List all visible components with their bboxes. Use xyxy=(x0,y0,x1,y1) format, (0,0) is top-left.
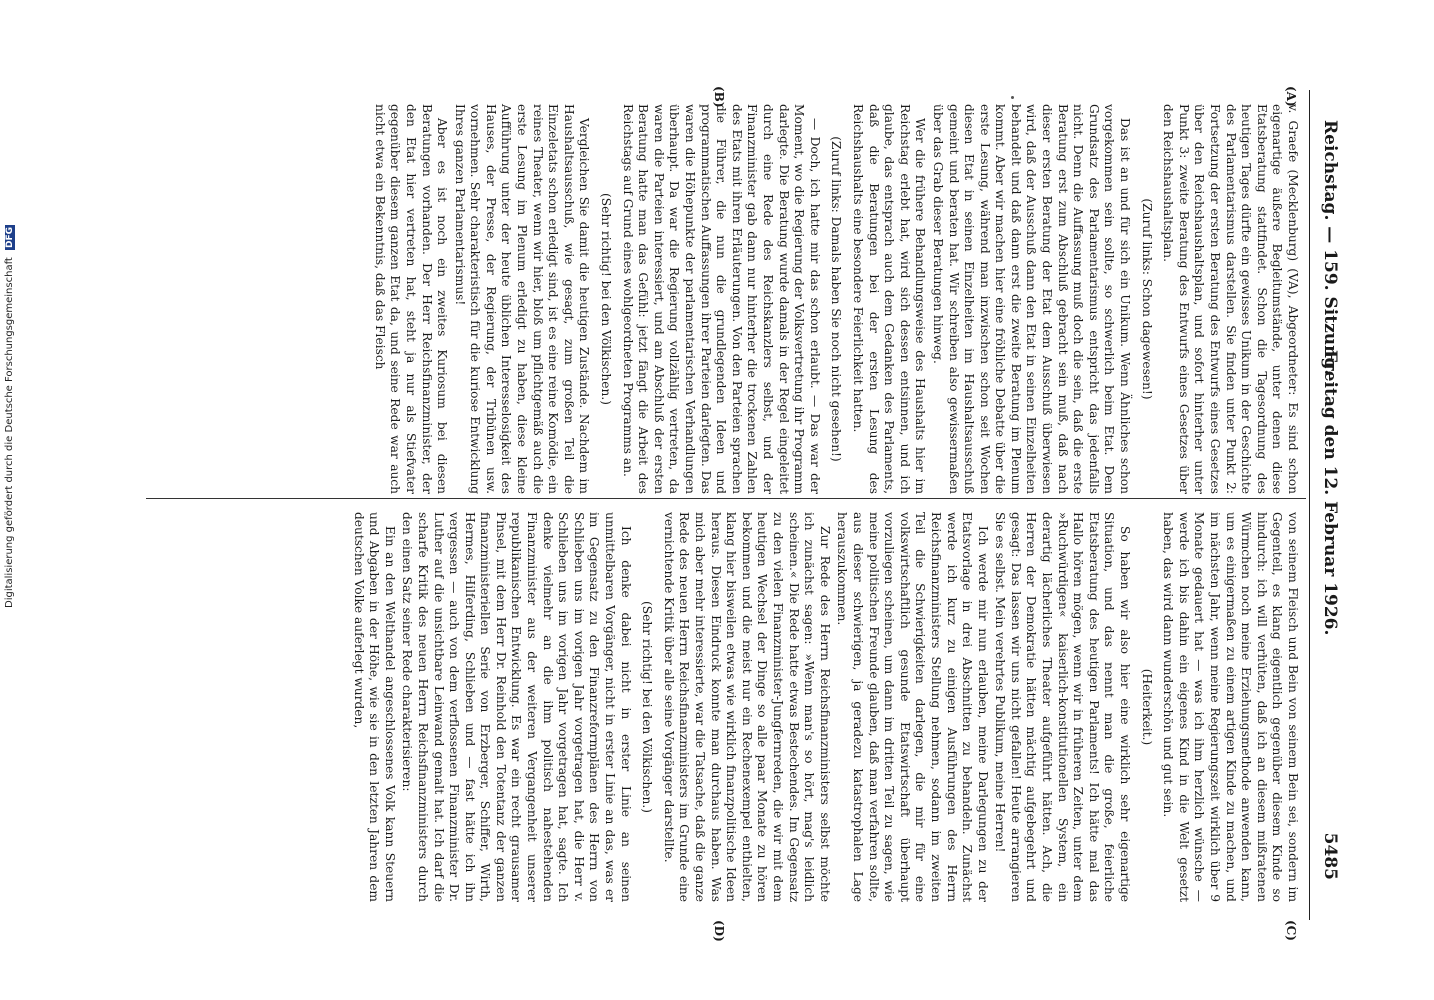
paragraph: Zur Rede des Herrn Reichsfinanzministers selbst möchte ich zunächst sagen: »Wenn man's so hört, mag's leidlich scheinen.« Die Rede hatte etwas Bestechendes. Im Gegensatz zu den vielen Finanzminister-Jungfernreden, die wir mit dem heutigen Wechsel der Dinge so alle paar Monate zu hören bekommen und die meist nur ein Rechenexempel enthielten, klang hier bisweilen etwas wie wirklich finanzpolitische Ideen heraus. Diesen Eindruck konnte man durchaus haben. Was mich aber mehr interessierte, war die Tatsache, daß die ganze Rede des neuen Herrn Reichsfinanzministers im Grunde eine vernichtende Kritik über alle seine Vorgänger darstellte. xyxy=(661,512,832,902)
paragraph: Ich werde mir nun erlauben, meine Darlegungen zu der Etatsvorlage in drei Abschnitten zu behandeln. Zunächst werde ich kurz zu einigen Ausführungen des Herrn Reichsfinanzministers Stellung nehmen, sodann im zweiten Teil die Schwierigkeiten darlegen, die mir für eine volkswirtschaftlich gesunde Etatswirtschaft überhaupt vorzuliegen scheinen, um dann im dritten Teil zu sagen, wie meine politischen Freunde glauben, daß man verfahren sollte, aus dieser schwierigen, ja geradezu katastrophalen Lage herauszukommen. xyxy=(835,512,990,902)
header-date: Freitag den 12. Februar 1926. xyxy=(1320,350,1340,636)
paragraph: Das ist an und für sich ein Unikum. Wenn Ähnliches schon vorgekommen sein sollte, so schwerlich beim Etat. Dem Grundsatz des Parlamentarismus entspricht das jedenfalls nicht. Denn die Auffassung muß doch die sein, daß die erste Beratung erst zum Abschluß gebracht sein muß, daß nach dieser ersten Beratung der Etat dem Ausschuß überwiesen wird, daß der Ausschuß dann den Etat in seinen Einzelheiten behandelt und daß dann erst die zweite Beratung im Plenum kommt. Aber wir machen hier eine fröhliche Debatte über die erste Lesung, während man inzwischen schon seit Wochen diesen Etat in seinen Einzelheiten im Haushaltsausschuß gemeint und beraten hat. Wir schreiben also gewissermaßen über das Grab dieser Beratungen hinweg. xyxy=(930,104,1133,494)
paragraph: Aber es ist noch ein zweites Kuriosum bei diesen Beratungen vorhanden. Der Herr Reichsfinanzminister, der den Etat hier vertreten hat, steht ja nur als Stiefvater gegenüber diesem ganzen Etat da, und seine Rede war auch nicht etwa ein Bekenntnis, daß das Fleisch xyxy=(372,104,450,494)
interjection: (Heiterkeit.) xyxy=(1139,668,1154,746)
header-session: Reichstag. — 159. Sitzung. xyxy=(1320,120,1340,376)
margin-marker-d: (D) xyxy=(712,920,726,942)
credit-text: Digitalisierung gefördert durch die Deutsche Forschungsgemeinschaft xyxy=(4,257,15,608)
paragraph: So haben wir also hier eine wirklich sehr eigenartige Situation, und das nennt man die große, feierliche Etatsberatung des heutigen Parlaments! Ich hätte mal das Hallo hören mögen, wenn wir in früheren Zeiten, unter dem »Ruchwürdigen« kaiserlich-konstitutionellen System, ein derartig lächerliches Theater aufgeführt hätten. Ach, die Herren der Demokratie hätten mächtig aufgebegehrt und gesagt: Das lassen wir uns nicht gefallen! Heute arrangieren Sie es selbst. Mein verehrtes Publikum, meine Herren! xyxy=(993,512,1133,902)
paragraph: Ich denke dabei nicht in erster Linie an seinen unmittelbaren Vorgänger, nicht in erster Linie an das, was er im Gegensatz zu den Finanzreformplänen des Herrn von Schlieben uns im vorigen Jahr vorgetragen hat, die Herr v. Schlieben uns im vorigen Jahr vorgetragen hat, sagte. Ich denke vielmehr an die ihm politisch nahestehenden Finanzminister aus der weiteren Vergangenheit unserer republikanischen Entwicklung. Es war ein recht grausamer Pinsel, mit dem Herr Dr. Reinhold den Totentanz der ganzen finanzministeriellen Serie von Erzberger, Schiffer, Wirth, Hermes, Hilferding, Schlieben und — fast hätte ich ihn vergessen — auch von dem verflossenen Finanzminister Dr. Luther auf die unsichtbare Leinwand gemalt hat. Ich darf die scharfe Kritik des neuen Herrn Reichsfinanzministers durch den einen Satz seiner Rede charakterisieren: xyxy=(400,512,633,902)
paragraph: Vergleichen Sie damit die heutigen Zustände. Nachdem im Haushaltsausschuß, wie gesagt, zum großen Teil die Einzeletats schon erledigt sind, ist es eine reine Komödie, ein reines Theater, wenn wir hier, bloß um pflichtgemäß auch die erste Lesung im Plenum erledigt zu haben, diese kleine Aufführung unter der heute üblichen Interesselosigkeit des Hauses, der Presse, der Regierung, der Tribünen usw. vornehmen. Sehr charakteristisch für die kuriose Entwicklung Ihres ganzen Parlamentarismus! xyxy=(452,104,592,494)
header-rule xyxy=(1309,90,1310,920)
right-column xyxy=(348,512,1300,902)
column-divider xyxy=(146,498,1306,499)
scan-speck xyxy=(1011,96,1014,99)
margin-marker-c: (C) xyxy=(1284,920,1298,941)
page-number: 5485 xyxy=(1320,832,1340,880)
paragraph: v. Graefe (Mecklenburg) (VA), Abgeordneter: Es sind schon eigenartige äußere Begleitumstände, unter denen diese Etatsberatung stattfindet. Schon die Tagesordnung des heutigen Tages dürfte ein gewisses Unikum in der Geschichte des Parlamentarismus darstellen. Sie finden unter Punkt 2: Fortsetzung der ersten Beratung des Entwurfs eines Gesetzes über den Reichshaushaltsplan, und sofort hinterher unter Punkt 3: zweite Beratung des Entwurfs eines Gesetzes über den Reichshaushaltsplan. xyxy=(1161,104,1300,494)
paragraph: von seinem Fleisch und Bein von seinem Bein sei, sondern im Gegenteil, es klang eigentlich gegenüber diesem Kinde so hindurch: ich will verhüten, daß ich an diesem mißratenen Würmchen noch meine Erziehungsmethode anwenden kann, um es einigermaßen zu einem artigen Kinde zu machen, und im nächsten Jahr, wenn meine Regierungszeit wirklich über 9 Monate gedauert hat — was ich ihm herzlich wünsche — werde ich bis dahin ein eigenes Kind in die Welt gesetzt haben, das wird dann wunderschön und gut sein. xyxy=(1161,512,1300,902)
paragraph: — Doch, ich hatte mir das schon erlaubt. — Das war der Moment, wo die Regierung der Volksvertretung ihr Programm darlegte. Die Beratung wurde damals in der Regel eingeleitet durch eine Rede des Reichskanzlers selbst, und der Finanzminister gab dann nur hinterher die trockenen Zahlen des Etats mit ihren Erläuterungen. Von den Parteien sprachen die Führer, die nun die grundlegenden Ideen und programmatischen Auffassungen ihrer Parteien darlegten. Das waren die Höhepunkte der parlamentarischen Verhandlungen überhaupt. Da war die Regierung vollzählig vertreten, da waren die Parteien interessiert, und am Abschluß der ersten Beratung hatte man das Gefühl: jetzt fängt die Arbeit des Reichstags auf Grund eines wohlgeordneten Programms an. xyxy=(620,104,822,494)
interjection: (Zuruf links: Schon dagewesen!) xyxy=(1139,198,1154,400)
page-header xyxy=(1312,120,1342,880)
interjection: (Sehr richtig! bei den Völkischen.) xyxy=(640,601,655,813)
margin-marker-a: (A) xyxy=(1284,86,1298,107)
interjection: (Zuruf links: Damals haben Sie noch nicht gesehen!) xyxy=(829,136,844,462)
paragraph: Wer die frühere Behandlungsweise des Haushalts hier im Reichstag erlebt hat, wird sich dessen entsinnen, und ich glaube, das entsprach auch dem Gedanken des Parlaments, daß die Beratungen bei der ersten Lesung des Reichshaushalts eine besondere Feierlichkeit hatten. xyxy=(850,104,928,494)
margin-marker-b: (B) xyxy=(712,86,726,108)
left-column xyxy=(369,104,1300,494)
interjection: (Sehr richtig! bei den Völkischen.) xyxy=(599,193,614,405)
paragraph: Ein an den Welthandel angeschlossenes Volk kann Steuern und Abgaben in der Höhe, wie sie in den letzten Jahren dem deutschen Volke auferlegt wurden, xyxy=(351,512,397,902)
dfg-logo: DFG xyxy=(5,226,15,248)
